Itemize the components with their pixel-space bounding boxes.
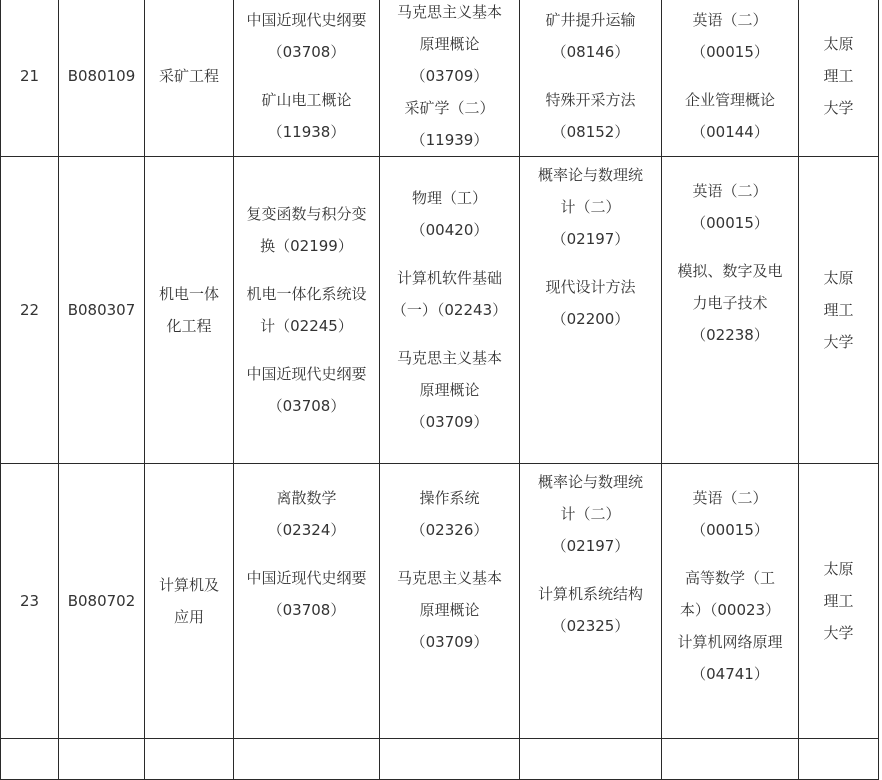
major-name [145, 278, 233, 342]
course-entry [411, 482, 489, 546]
school-cell [799, 0, 879, 157]
major-name-line: 采矿工程 [158, 66, 219, 85]
course-line: （00015） [691, 214, 769, 232]
course-cell [234, 0, 380, 157]
course-line: （03709） [410, 633, 489, 651]
course-line: 中国近现代史纲要 [246, 10, 367, 29]
table-row [1, 464, 879, 739]
course-entry [261, 84, 351, 148]
major-name [145, 569, 233, 633]
major-name-line: 化工程 [166, 317, 212, 335]
course-line: （11939） [410, 130, 489, 149]
school-name [799, 553, 878, 649]
course-entry [404, 92, 494, 156]
major-name-line: 机电一体 [158, 285, 219, 303]
school-name-line: 太原 [823, 34, 854, 53]
course-line: 英语（二） [692, 489, 768, 507]
course-line: （03708） [267, 42, 346, 61]
course-cell [380, 464, 520, 739]
course-line: （02197） [551, 230, 630, 248]
course-line: 中国近现代史纲要 [246, 365, 367, 383]
course-line: 计算机软件基础 [396, 269, 502, 287]
course-line: 现代设计方法 [545, 278, 636, 296]
course-cell [662, 464, 799, 739]
course-line: 马克思主义基本 [396, 2, 502, 21]
row-number-cell [1, 157, 59, 464]
table-row [1, 0, 879, 157]
course-line: 矿山电工概论 [261, 90, 352, 109]
course-line: 换（02199） [260, 237, 353, 255]
school-cell [799, 157, 879, 464]
course-line: 概率论与数理统 [537, 166, 643, 184]
course-line: （00015） [691, 521, 769, 539]
course-line: （02197） [551, 537, 630, 555]
major-name-cell [145, 464, 234, 739]
course-entry [545, 4, 635, 68]
course-line: （03709） [410, 413, 489, 431]
course-line: 计（02245） [260, 317, 353, 335]
course-line: 原理概论 [419, 34, 480, 53]
school-name-line: 太原 [823, 269, 854, 287]
row-number-cell [1, 464, 59, 739]
course-line: 计算机系统结构 [537, 585, 643, 603]
course-line: 马克思主义基本 [396, 569, 502, 587]
course-line: 离散数学 [276, 489, 337, 507]
course-line: （04741） [691, 665, 769, 683]
course-line: 高等数学（工 [684, 569, 775, 587]
course-line: 英语（二） [692, 182, 768, 200]
course-cell [380, 0, 520, 157]
major-name [145, 60, 233, 92]
course-line: （08152） [551, 122, 630, 141]
row-number: 21 [19, 66, 40, 85]
school-name-line: 理工 [823, 66, 854, 85]
major-name-line: 计算机及 [158, 576, 219, 594]
course-line: （02326） [410, 521, 489, 539]
table-row [1, 157, 879, 464]
course-entry [397, 562, 502, 658]
course-cell [520, 157, 662, 464]
major-code-cell [59, 0, 145, 157]
course-entry [246, 4, 366, 68]
course-line: （03708） [267, 601, 346, 619]
row-number-cell [1, 0, 59, 157]
course-cell [662, 157, 799, 464]
course-line: 英语（二） [692, 10, 768, 29]
course-line: 计（二） [560, 198, 621, 216]
course-line: （02200） [551, 310, 630, 328]
school-name-line: 理工 [823, 301, 854, 319]
course-line: 矿井提升运输 [545, 10, 636, 29]
course-line: （一）（02243） [391, 301, 508, 319]
course-line: 计（二） [560, 505, 621, 523]
course-line: （00420） [410, 221, 489, 239]
course-entry [538, 578, 643, 642]
course-line: 力电子技术 [692, 294, 768, 312]
course-entry [397, 0, 502, 92]
course-line: （00015） [691, 42, 769, 61]
course-cell [662, 0, 799, 157]
course-line: （03708） [267, 397, 346, 415]
major-name-cell [145, 0, 234, 157]
course-entry [691, 4, 769, 68]
table-body [1, 0, 879, 780]
major-code: B080307 [67, 301, 136, 319]
course-line: 原理概论 [419, 601, 480, 619]
course-entry [246, 358, 366, 422]
major-name-cell [145, 157, 234, 464]
course-entry [411, 182, 489, 246]
course-line: 复变函数与积分变 [246, 205, 367, 223]
school-name-line: 大学 [823, 624, 854, 642]
major-code-cell [59, 464, 145, 739]
school-name [799, 262, 878, 358]
course-line: 企业管理概论 [684, 90, 775, 109]
course-line: 物理（工） [411, 189, 487, 207]
course-line: 机电一体化系统设 [246, 285, 367, 303]
course-entry [246, 278, 366, 342]
major-code: B080702 [67, 592, 136, 610]
course-cell [520, 464, 662, 739]
course-cell [234, 157, 380, 464]
course-line: （02238） [691, 326, 769, 344]
course-entry [397, 342, 502, 438]
row-number: 23 [19, 592, 40, 610]
school-name-line: 理工 [823, 592, 854, 610]
course-line: （00144） [691, 122, 769, 141]
course-entry [677, 255, 782, 351]
major-name-line: 应用 [173, 608, 204, 626]
course-line: 本）（00023） [679, 601, 781, 619]
course-line: （08146） [551, 42, 630, 61]
course-entry [538, 159, 643, 255]
course-entry [545, 271, 635, 335]
school-name-line: 大学 [823, 98, 854, 117]
course-entry [392, 262, 507, 326]
course-entry [680, 562, 780, 626]
course-line: 计算机网络原理 [677, 633, 783, 651]
course-entry [691, 482, 769, 546]
school-name [799, 28, 878, 124]
course-line: 操作系统 [419, 489, 480, 507]
table-row-partial [1, 739, 879, 780]
course-line: （02325） [551, 617, 630, 635]
course-line: 中国近现代史纲要 [246, 569, 367, 587]
course-line: 模拟、数字及电 [677, 262, 783, 280]
course-line: 马克思主义基本 [396, 349, 502, 367]
major-code: B080109 [67, 66, 136, 85]
course-entry [538, 466, 643, 562]
course-cell [234, 464, 380, 739]
course-line: （03709） [410, 66, 489, 85]
course-entry [691, 175, 769, 239]
course-entry [246, 562, 366, 626]
course-line: 原理概论 [419, 381, 480, 399]
major-code-cell [59, 157, 145, 464]
course-line: 特殊开采方法 [545, 90, 636, 109]
course-entry [545, 84, 635, 148]
course-entry [677, 626, 782, 690]
course-entry [268, 482, 346, 546]
course-line: （02324） [267, 521, 346, 539]
course-line: 采矿学（二） [404, 98, 495, 117]
course-cell [520, 0, 662, 157]
school-name-line: 大学 [823, 333, 854, 351]
course-line: （11938） [267, 122, 346, 141]
school-cell [799, 464, 879, 739]
row-number: 22 [19, 301, 40, 319]
course-line: 概率论与数理统 [537, 473, 643, 491]
course-entry [246, 198, 366, 262]
school-name-line: 太原 [823, 560, 854, 578]
course-cell [380, 157, 520, 464]
course-entry [685, 84, 775, 148]
